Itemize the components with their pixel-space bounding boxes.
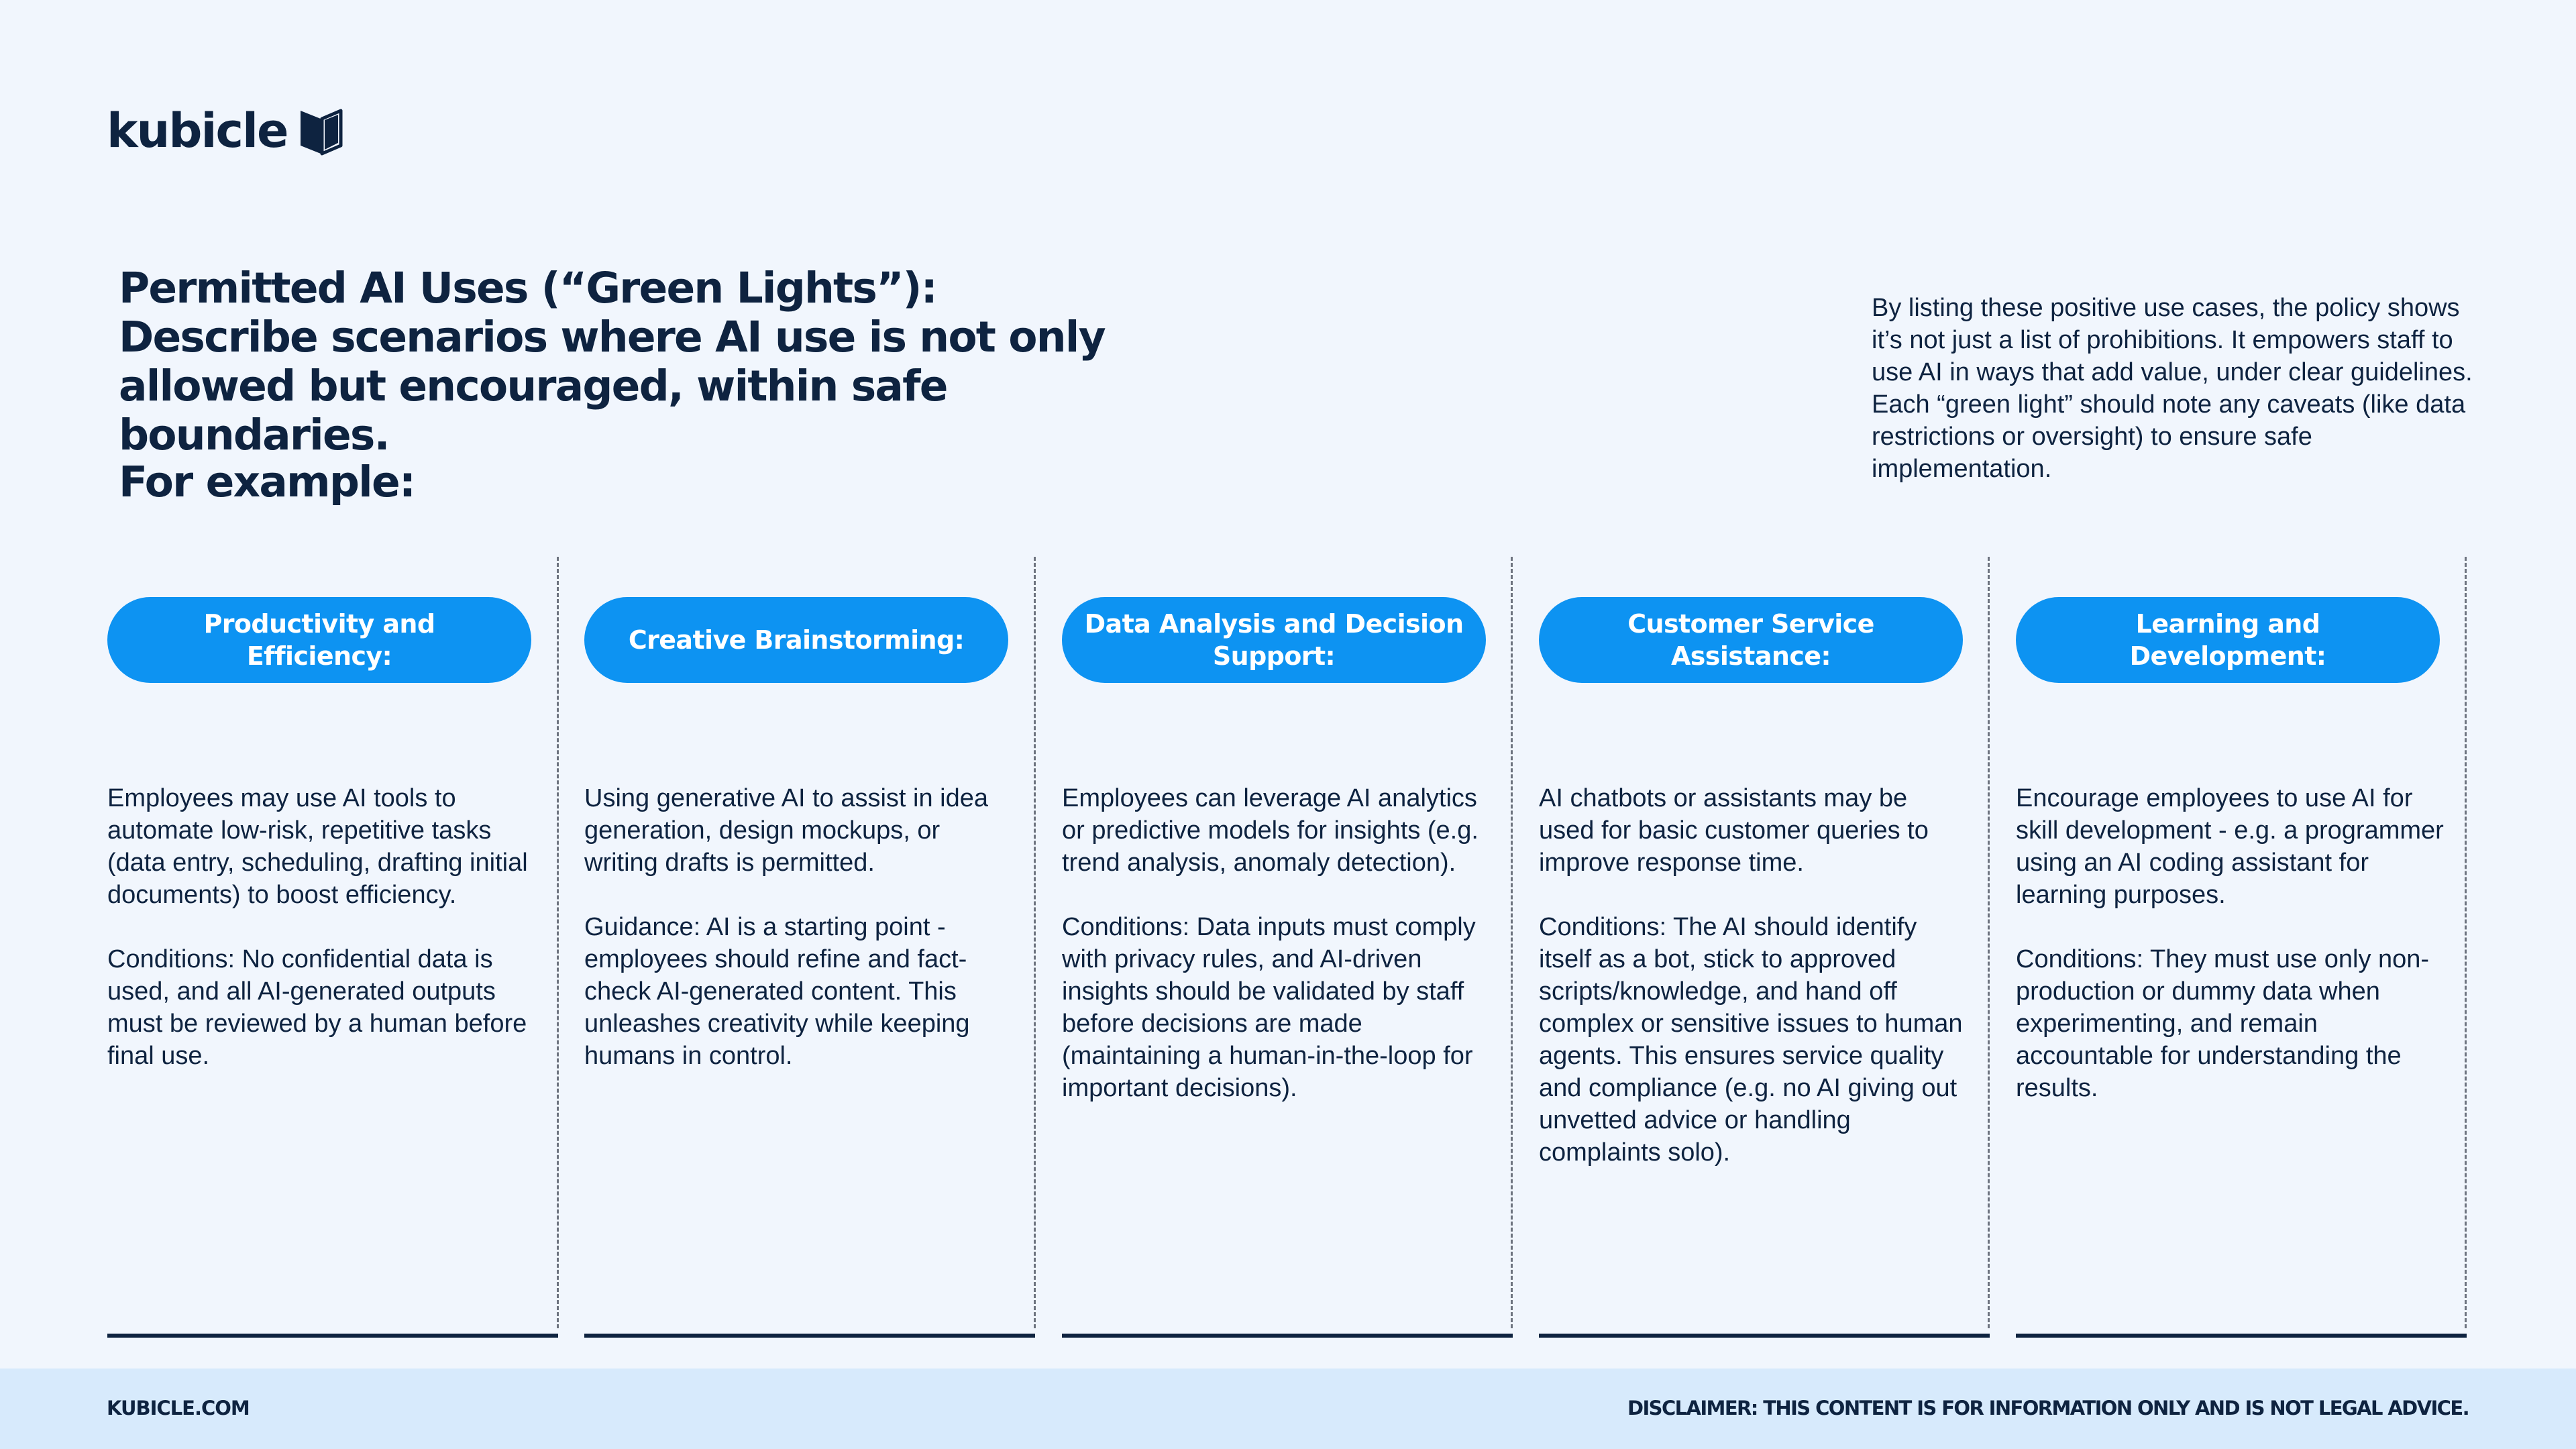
column-divider	[1034, 557, 1036, 1328]
page-subtitle: For example:	[119, 458, 415, 506]
use-case-title-pill: Data Analysis and Decision Support:	[1062, 597, 1486, 683]
column-underline	[2016, 1334, 2467, 1338]
footer-bar	[0, 1368, 2576, 1449]
column-underline	[1539, 1334, 1990, 1338]
use-case-conditions: Conditions: No confidential data is used, and all AI-generated outputs must be reviewed by a human before final use.	[107, 945, 527, 1070]
use-case-guidance: Guidance: AI is a starting point - employees should refine and fact-check AI-generated content. This unleashes creativity while keeping humans in control.	[584, 913, 970, 1070]
column-divider	[2465, 557, 2467, 1328]
page-title: Permitted AI Uses (“Green Lights”): Describe scenarios where AI use is not only allowed but encouraged, within safe boundaries.	[119, 264, 1105, 460]
column-underline	[584, 1334, 1035, 1338]
use-case-column-productivity	[107, 597, 537, 1070]
brand-logo[interactable]	[107, 101, 345, 161]
use-case-description: Employees can leverage AI analytics or predictive models for insights (e.g. trend analysis, anomaly detection).	[1062, 784, 1479, 877]
use-case-conditions: Conditions: The AI should identify itself as a bot, stick to approved scripts/knowledge, and hand off complex or sensitive issues to human agents. This ensures service quality and compliance (e.g. no AI giving out unvetted advice or handling complaints solo).	[1539, 913, 1963, 1167]
use-case-title-pill: Customer Service Assistance:	[1539, 597, 1963, 683]
use-case-body	[2016, 782, 2445, 1136]
use-case-conditions: Conditions: Data inputs must comply with privacy rules, and AI-driven insights should be validated by staff before decisions are made (maintaining a human-in-the-loop for important decisions).	[1062, 913, 1476, 1102]
footer-site-link[interactable]: KUBICLE.COM	[107, 1397, 250, 1419]
column-underline	[1062, 1334, 1513, 1338]
column-underline	[107, 1334, 558, 1338]
use-case-title-pill: Learning and Development:	[2016, 597, 2440, 683]
use-case-body	[1539, 782, 1968, 1201]
use-case-column-data-analysis	[1062, 597, 1491, 1102]
use-case-description: Encourage employees to use AI for skill development - e.g. a programmer using an AI coding assistant for learning purposes.	[2016, 784, 2444, 909]
use-case-column-learning	[2016, 597, 2445, 1102]
column-divider	[557, 557, 559, 1328]
use-case-description: AI chatbots or assistants may be used for basic customer queries to improve response time.	[1539, 784, 1929, 877]
use-case-column-creative	[584, 597, 1014, 1070]
use-case-body	[584, 782, 1014, 1104]
open-book-icon	[297, 105, 345, 156]
use-case-conditions: Conditions: They must use only non-production or dummy data when experimenting, and remain accountable for understanding the results.	[2016, 945, 2430, 1102]
use-case-body	[107, 782, 537, 1104]
intro-paragraph: By listing these positive use cases, the policy shows it’s not just a list of prohibitions. It empowers staff to use AI in ways that add value, under clear guidelines. Each “green light” should note any caveats (like data restrictions or oversight) to ensure safe implementation.	[1872, 294, 2473, 483]
logo-text: kubicle	[107, 103, 288, 158]
footer-disclaimer: DISCLAIMER: THIS CONTENT IS FOR INFORMATION ONLY AND IS NOT LEGAL ADVICE.	[1627, 1397, 2469, 1419]
column-divider	[1511, 557, 1513, 1328]
use-case-description: Employees may use AI tools to automate low-risk, repetitive tasks (data entry, scheduling, drafting initial documents) to boost efficiency.	[107, 784, 528, 909]
use-case-body	[1062, 782, 1491, 1136]
column-divider	[1988, 557, 1990, 1328]
use-case-title-pill: Productivity and Efficiency:	[107, 597, 531, 683]
use-case-column-customer-service	[1539, 597, 1968, 1167]
use-case-description: Using generative AI to assist in idea generation, design mockups, or writing drafts is permitted.	[584, 784, 989, 877]
use-case-title-pill: Creative Brainstorming:	[584, 597, 1008, 683]
